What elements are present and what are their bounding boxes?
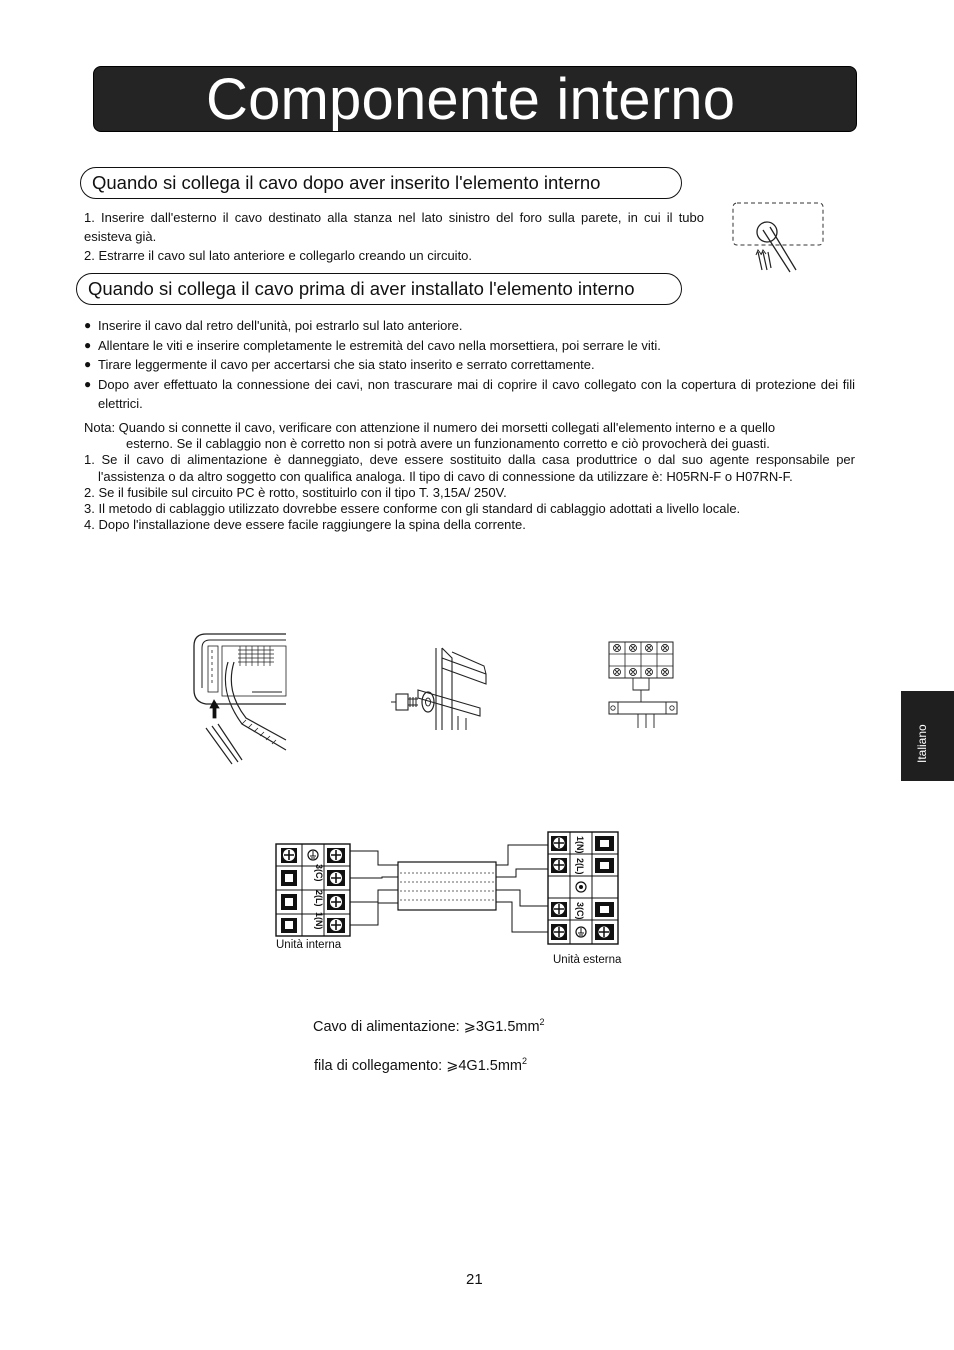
bullet-item: ● Allentare le viti e inserire completamente le estremità del cavo nella morsettiera, poi serrare le viti.	[84, 337, 661, 353]
step-2: 2. Estrarre il cavo sul lato anteriore e collegarlo creando un circuito.	[84, 248, 473, 263]
outdoor-unit-caption: Unità esterna	[553, 954, 622, 966]
wiring-diagram	[272, 828, 624, 950]
note-item: 1. Se il cavo di alimentazione è danneggiato, deve essere sostituito dalla casa produttrice o dal suo agente responsabile per l'assistenza o da altro soggetto con qualifica analoga. Il tipo di cavo di connessione da utilizzare è: H05RN-F o H07RN-F.	[84, 452, 855, 484]
indoor-unit-illustration	[192, 632, 288, 764]
screw-terminal-illustration	[388, 644, 492, 732]
page-number: 21	[466, 1271, 483, 1288]
indoor-terminal-2l: 2(L)	[314, 890, 324, 907]
language-tab	[901, 691, 954, 781]
terminal-block-illustration	[606, 640, 682, 730]
section-heading-after-install: Quando si collega il cavo dopo aver inserito l'elemento interno	[80, 167, 682, 199]
section2-bullets	[84, 316, 855, 414]
page-title: Componente interno	[206, 67, 736, 132]
outdoor-terminal-2l: 2(L)	[575, 858, 585, 875]
nota-text: Nota: Quando si connette il cavo, verificare con attenzione il numero dei morsetti collegati all'elemento interno e a quello	[84, 420, 776, 435]
nota-continuation: esterno. Se il cablaggio non è corretto non si potrà avere un funzionamento corretto e ciò provocherà dei guasti.	[126, 436, 770, 452]
section-heading-before-install: Quando si collega il cavo prima di aver installato l'elemento interno	[76, 273, 682, 305]
title-bar	[93, 66, 857, 132]
bullet-item: ● Dopo aver effettuato la connessione dei cavi, non trascurare mai di coprire il cavo collegato con la copertura di protezione dei fili elettrici.	[84, 376, 855, 411]
wall-hole-illustration	[730, 200, 826, 278]
bullet-item: ● Tirare leggermente il cavo per accertarsi che sia stato inserito e serrato correttamente.	[84, 357, 595, 372]
indoor-unit-caption: Unità interna	[276, 939, 342, 951]
link-cable-label: fila di collegamento:	[314, 1057, 443, 1074]
power-cable-spec	[313, 1017, 545, 1035]
note-item: 3. Il metodo di cablaggio utilizzato dovrebbe essere conforme con gli standard di cablaggio adottati a livello locale.	[84, 501, 741, 517]
indoor-terminal-1n: 1(N)	[314, 912, 324, 930]
indoor-terminal-3c: 3(C)	[314, 864, 324, 882]
power-cable-value: ⩾3G1.5mm	[463, 1018, 540, 1035]
language-label: Italiano	[915, 724, 929, 763]
link-cable-sup: 2	[522, 1056, 528, 1066]
link-cable-spec	[314, 1056, 527, 1074]
bullet-item: ● Inserire il cavo dal retro dell'unità, poi estrarlo sul lato anteriore.	[84, 318, 463, 333]
link-cable-value: ⩾4G1.5mm	[446, 1057, 523, 1074]
notes-block	[84, 420, 855, 533]
note-item: 4. Dopo l'installazione deve essere facile raggiungere la spina della corrente.	[84, 517, 526, 533]
outdoor-terminal-3c: 3(C)	[575, 902, 585, 920]
note-item: 2. Se il fusibile sul circuito PC è rotto, sostituirlo con il tipo T. 3,15A/ 250V.	[84, 484, 507, 500]
outdoor-terminal-1n: 1(N)	[575, 836, 585, 854]
power-cable-sup: 2	[539, 1017, 545, 1027]
step-1: 1. Inserire dall'esterno il cavo destinato alla stanza nel lato sinistro del foro sulla parete, in cui il tubo esisteva già.	[84, 210, 704, 244]
power-cable-label: Cavo di alimentazione:	[313, 1018, 460, 1035]
section1-steps	[84, 208, 704, 265]
